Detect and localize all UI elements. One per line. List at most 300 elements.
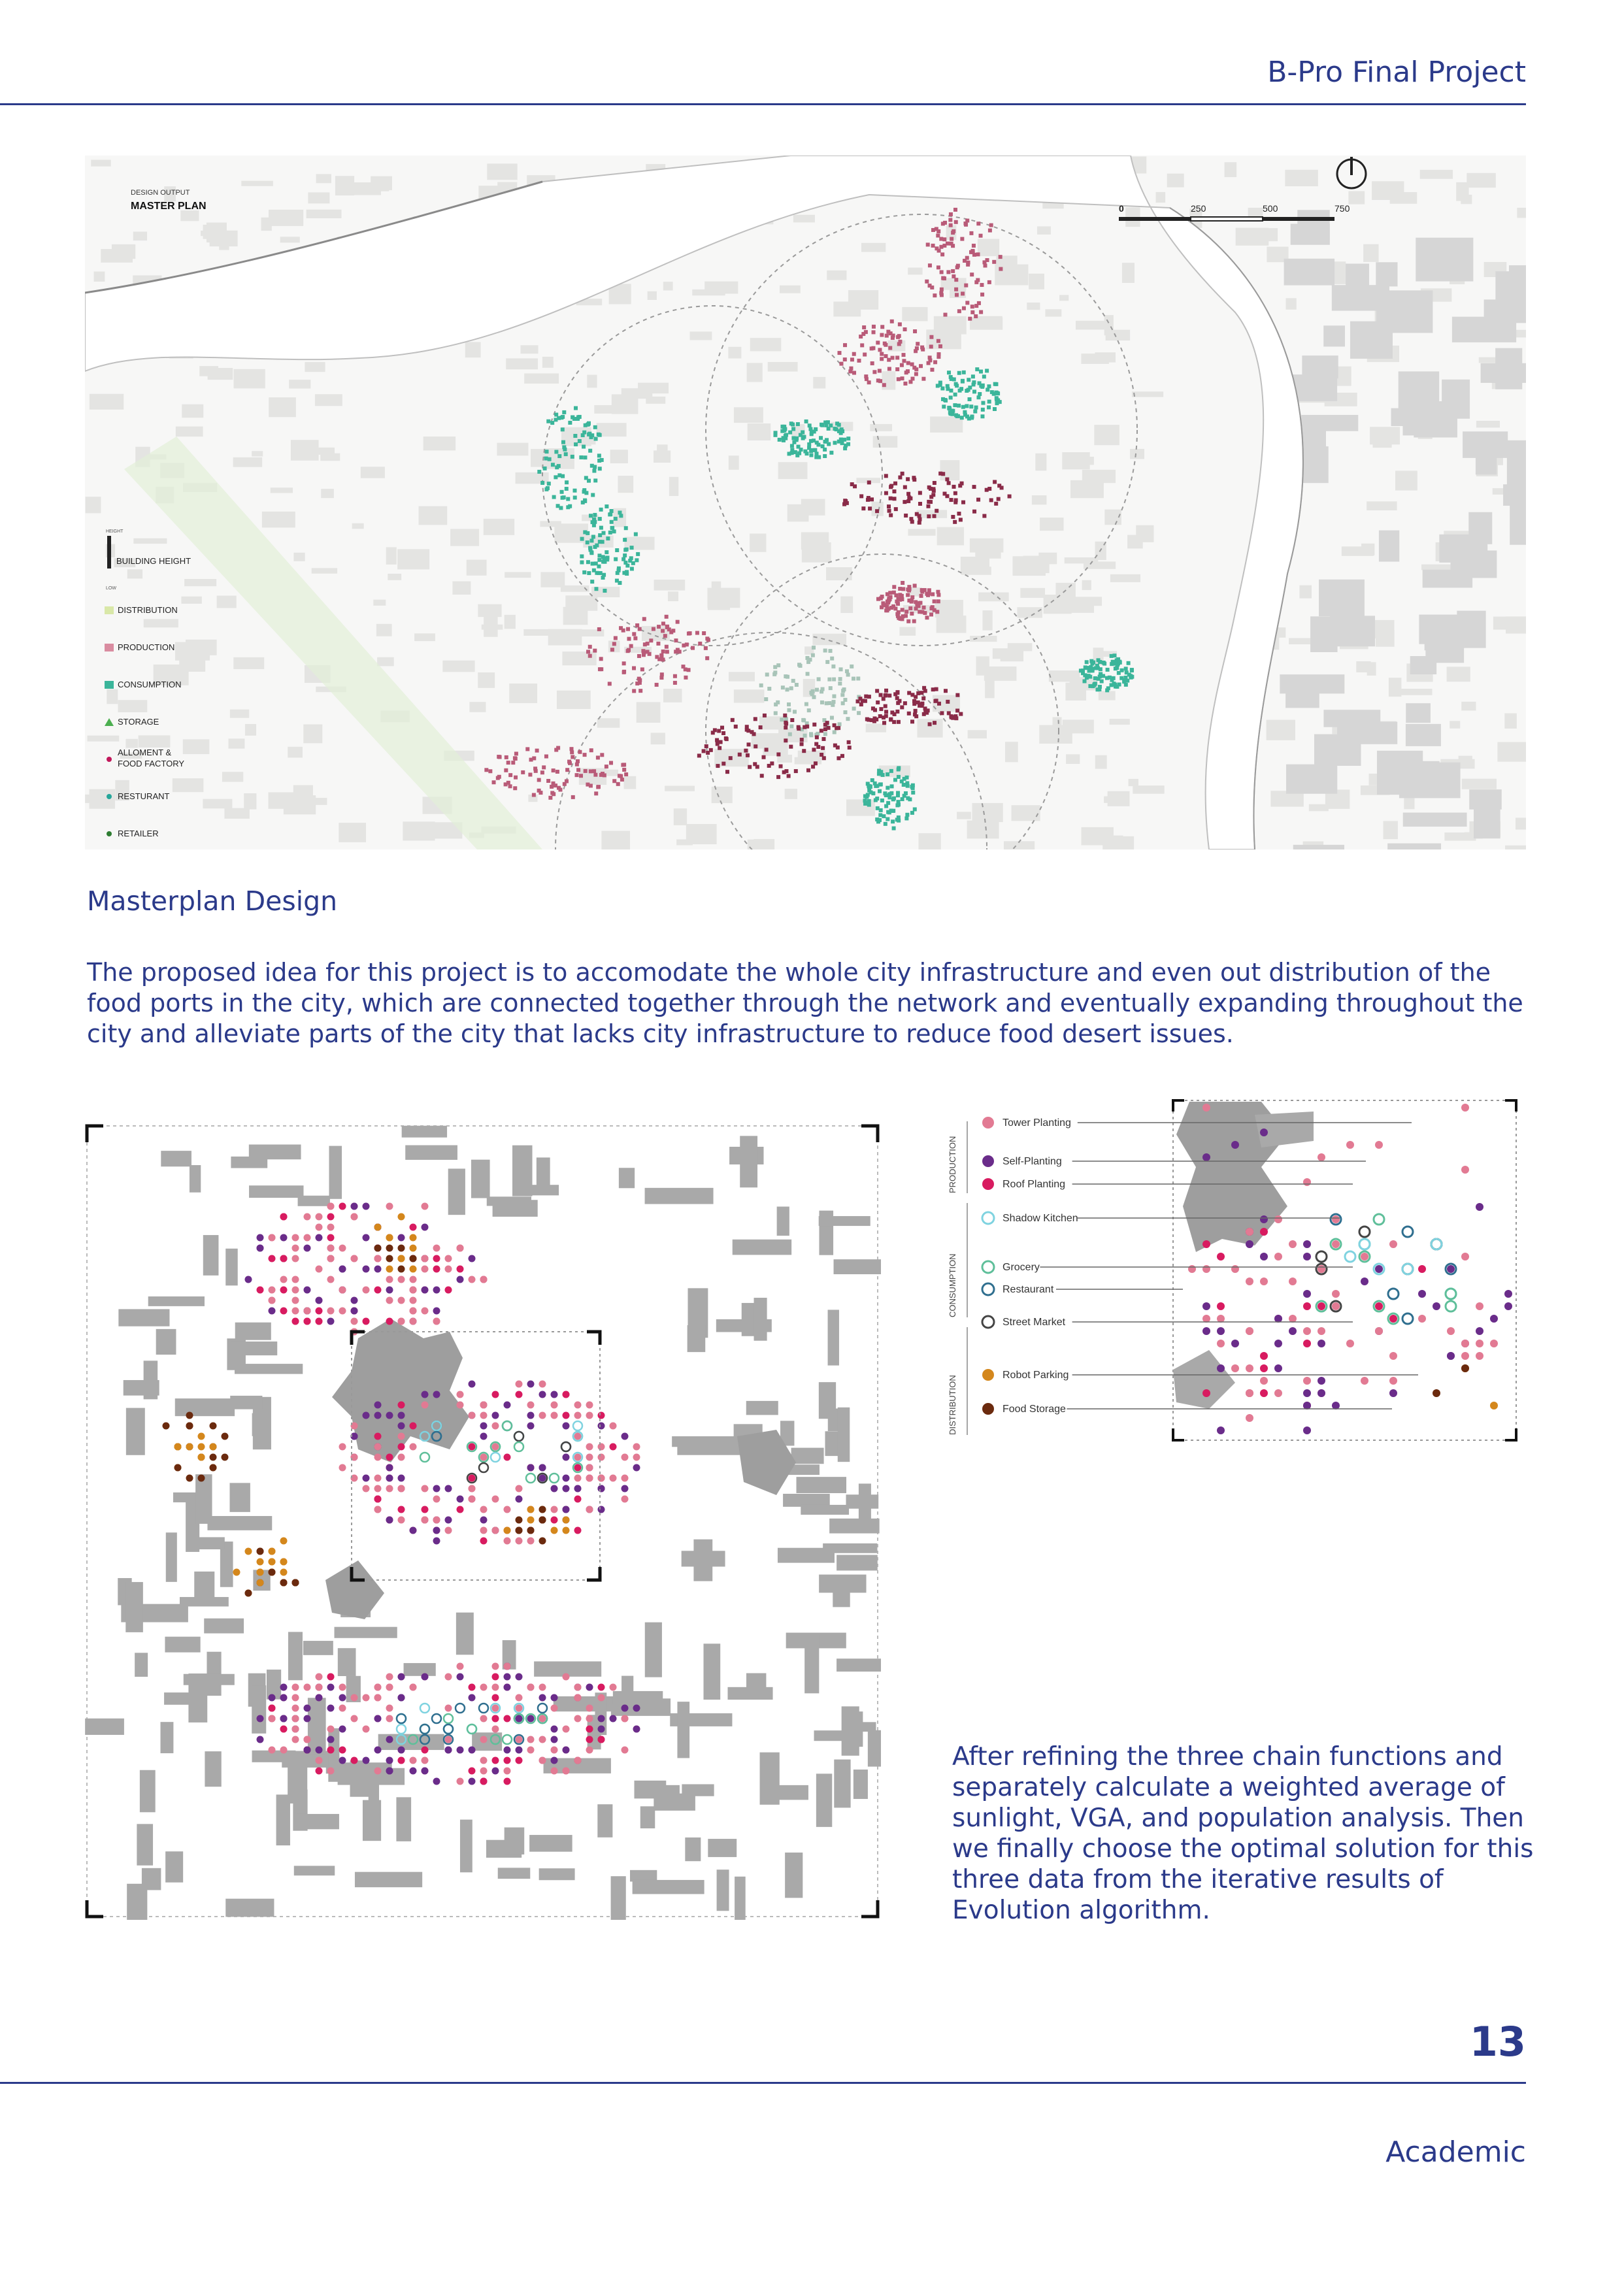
intervention-cell (637, 654, 641, 658)
intervention-cell (870, 497, 874, 501)
building-block (688, 1325, 706, 1352)
intervention-cell (893, 497, 897, 501)
intervention-cell (839, 362, 843, 366)
intervention-cell (976, 252, 980, 256)
intervention-cell (946, 270, 950, 274)
intervention-cell (963, 410, 967, 414)
map-building (1323, 325, 1345, 346)
intervention-cell (552, 495, 556, 499)
function-dot (316, 1224, 323, 1231)
function-dot (480, 1527, 488, 1534)
intervention-cell (889, 484, 893, 488)
intervention-cell (598, 540, 602, 544)
intervention-cell (786, 675, 789, 679)
map-building (1456, 182, 1468, 201)
function-dot (492, 1757, 499, 1764)
intervention-cell (910, 612, 914, 616)
intervention-cell (976, 395, 980, 399)
intervention-cell (961, 291, 965, 295)
function-dot (269, 1308, 276, 1315)
building-block (816, 1773, 832, 1826)
zoom-function-dot (1231, 1265, 1239, 1273)
intervention-cell (886, 772, 889, 776)
zoom-function-dot (1217, 1426, 1225, 1434)
function-dot (245, 1276, 252, 1283)
intervention-cell (579, 774, 583, 778)
intervention-cell (880, 352, 884, 356)
intervention-cell (808, 427, 812, 431)
intervention-cell (1130, 668, 1134, 672)
intervention-cell (962, 306, 966, 310)
intervention-cell (535, 749, 539, 753)
intervention-cell (987, 280, 991, 284)
map-building (222, 772, 243, 782)
intervention-cell (904, 514, 908, 518)
zoom-function-dot (1389, 1315, 1397, 1323)
zoom-function-dot (1490, 1340, 1498, 1347)
intervention-cell (810, 431, 814, 435)
intervention-cell (918, 491, 922, 495)
building-block (207, 1652, 221, 1696)
intervention-cell (511, 761, 515, 765)
intervention-cell (695, 631, 699, 635)
intervention-cell (888, 346, 892, 350)
map-building (289, 380, 310, 388)
intervention-cell (554, 418, 557, 421)
map-building (180, 210, 199, 221)
intervention-cell (815, 735, 819, 739)
intervention-cell (824, 423, 828, 427)
function-dot (351, 1297, 358, 1304)
map-building (376, 624, 392, 636)
intervention-cell (1079, 668, 1083, 672)
intervention-cell (628, 559, 632, 563)
intervention-cell (891, 336, 895, 340)
intervention-cell (521, 770, 525, 774)
function-dot (374, 1402, 382, 1409)
function-legend-item (982, 1261, 1040, 1273)
intervention-cell (998, 400, 1002, 404)
intervention-cell (505, 755, 508, 759)
map-building (812, 634, 846, 646)
intervention-cell (716, 764, 720, 768)
intervention-cell (802, 749, 806, 753)
intervention-cell (954, 278, 958, 282)
intervention-cell (878, 818, 882, 822)
intervention-cell (823, 454, 827, 458)
function-dot (386, 1768, 393, 1775)
map-building (228, 738, 244, 748)
intervention-cell (903, 486, 907, 489)
intervention-cell (994, 502, 998, 506)
building-block (235, 1364, 303, 1374)
intervention-cell (627, 637, 631, 641)
intervention-cell (626, 627, 630, 631)
intervention-cell (641, 649, 645, 653)
intervention-cell (620, 778, 624, 782)
intervention-cell (936, 593, 940, 597)
intervention-cell (508, 773, 512, 777)
intervention-cell (902, 783, 906, 787)
intervention-cell (596, 755, 600, 759)
function-dot (492, 1496, 499, 1503)
function-dot (327, 1308, 335, 1315)
intervention-cell (953, 520, 957, 524)
building-block (165, 1851, 183, 1882)
building-block (754, 1298, 767, 1341)
intervention-cell (599, 508, 603, 512)
function-dot (410, 1234, 417, 1242)
intervention-cell (893, 692, 897, 696)
map-building (1130, 449, 1144, 459)
intervention-cell (902, 353, 906, 357)
zoom-function-dot (1375, 1141, 1383, 1149)
function-dot (586, 1705, 593, 1712)
function-dot (504, 1506, 511, 1513)
function-dot (539, 1757, 546, 1764)
function-dot (422, 1768, 429, 1775)
building-block (363, 1800, 381, 1841)
intervention-cell (944, 689, 948, 693)
function-dot (339, 1308, 346, 1315)
function-dot (433, 1391, 440, 1398)
intervention-cell (594, 437, 598, 441)
intervention-cell (856, 676, 860, 680)
intervention-cell (790, 444, 794, 448)
function-dot (280, 1287, 288, 1294)
intervention-cell (795, 438, 799, 442)
function-dot (539, 1381, 546, 1388)
map-building (1419, 615, 1463, 644)
map-building (335, 176, 354, 195)
function-dot (316, 1266, 323, 1273)
intervention-cell (581, 501, 585, 504)
function-dot (422, 1224, 429, 1231)
map-building (712, 582, 721, 597)
map-building (203, 799, 232, 809)
intervention-cell (555, 770, 559, 774)
function-dot (363, 1485, 370, 1492)
intervention-cell (931, 487, 935, 491)
intervention-cell (972, 380, 976, 384)
intervention-cell (986, 258, 989, 262)
intervention-cell (913, 329, 917, 333)
intervention-cell (606, 536, 610, 540)
map-building (1504, 713, 1517, 728)
intervention-cell (821, 737, 825, 741)
function-dot (492, 1663, 499, 1670)
legend-item (105, 605, 178, 615)
map-building (1133, 785, 1164, 794)
intervention-cell (589, 514, 593, 518)
map-building (768, 362, 798, 372)
function-dot (174, 1464, 182, 1472)
function-dot (327, 1726, 335, 1733)
map-building (217, 596, 237, 608)
intervention-cell (906, 492, 910, 496)
function-dot (280, 1213, 288, 1221)
map-building (175, 642, 210, 661)
intervention-cell (537, 778, 541, 782)
map-building (974, 316, 1003, 329)
building-block (276, 1794, 290, 1845)
map-building (1337, 722, 1397, 744)
map-building (668, 591, 678, 601)
zoom-function-dot (1490, 1402, 1498, 1409)
intervention-cell (504, 768, 508, 772)
function-dot (445, 1255, 452, 1262)
map-building (505, 615, 516, 629)
function-dot (304, 1308, 311, 1315)
zoom-function-dot (1188, 1265, 1196, 1273)
function-ring (432, 1714, 441, 1723)
intervention-cell (514, 751, 518, 755)
zoom-function-dot (1476, 1327, 1483, 1335)
intervention-cell (829, 423, 833, 427)
function-dot (386, 1287, 393, 1294)
map-building (199, 366, 218, 376)
intervention-cell (800, 738, 804, 742)
intervention-cell (953, 208, 957, 212)
map-building (1459, 756, 1472, 765)
function-dot (539, 1736, 546, 1743)
zoom-function-dot (1289, 1315, 1297, 1323)
function-dot (339, 1684, 346, 1691)
function-dot (363, 1287, 370, 1294)
map-building (597, 718, 620, 727)
function-dot (327, 1234, 335, 1242)
intervention-cell (605, 765, 608, 768)
function-dot (280, 1747, 288, 1754)
intervention-cell (1095, 664, 1099, 668)
function-dot (386, 1475, 393, 1482)
map-building (1509, 265, 1526, 292)
function-dot (492, 1715, 499, 1722)
intervention-cell (789, 421, 793, 425)
intervention-cell (965, 301, 969, 305)
intervention-cell (661, 650, 665, 653)
scale-500: 500 (1263, 203, 1278, 214)
zoom-function-dot (1461, 1253, 1469, 1261)
intervention-cell (884, 710, 888, 714)
function-dot (598, 1412, 605, 1419)
intervention-cell (593, 425, 597, 429)
function-dot (327, 1705, 335, 1712)
intervention-cell (955, 708, 959, 712)
legend-label: STORAGE (118, 717, 159, 727)
building-block (142, 1868, 161, 1890)
building-block (303, 1641, 333, 1655)
intervention-cell (946, 700, 950, 704)
intervention-cell (638, 627, 642, 631)
function-dot (374, 1266, 382, 1273)
intervention-cell (832, 695, 836, 699)
function-dot (469, 1381, 476, 1388)
intervention-cell (997, 497, 1001, 501)
zoom-function-dot (1260, 1129, 1268, 1136)
intervention-cell (974, 314, 978, 318)
intervention-cell (591, 520, 595, 524)
intervention-cell (933, 514, 936, 518)
intervention-cell (659, 676, 663, 680)
function-dot (292, 1318, 299, 1325)
intervention-cell (1114, 667, 1118, 670)
intervention-cell (746, 753, 750, 757)
map-building (442, 661, 474, 672)
intervention-cell (884, 714, 888, 718)
intervention-cell (897, 377, 901, 381)
intervention-cell (884, 704, 887, 708)
intervention-cell (916, 691, 920, 695)
function-dot (422, 1266, 429, 1273)
map-building (548, 629, 582, 646)
function-dot (527, 1736, 535, 1743)
function-dot (563, 1527, 570, 1534)
intervention-cell (859, 335, 863, 338)
intervention-cell (999, 255, 1003, 259)
intervention-cell (508, 784, 512, 788)
function-dot (586, 1412, 593, 1419)
intervention-cell (568, 421, 572, 425)
function-dot (280, 1558, 288, 1566)
function-dot (445, 1705, 452, 1712)
function-dot (551, 1747, 558, 1754)
intervention-cell (823, 649, 827, 653)
function-dot (527, 1747, 535, 1754)
footer-rule (0, 2082, 1526, 2084)
intervention-cell (634, 533, 638, 536)
intervention-cell (878, 789, 882, 793)
intervention-cell (972, 244, 976, 248)
zoom-function-dot (1461, 1104, 1469, 1112)
legend-item (105, 680, 182, 689)
footer-label: Academic (1385, 2135, 1526, 2169)
function-dot (374, 1412, 382, 1419)
intervention-cell (780, 717, 784, 721)
function-dot (563, 1673, 570, 1681)
function-dot (257, 1548, 264, 1555)
zoom-function-dot (1231, 1364, 1239, 1372)
zoom-function-dot (1202, 1240, 1210, 1248)
intervention-cell (782, 429, 786, 433)
zoom-function-dot (1317, 1340, 1325, 1347)
intervention-cell (484, 768, 488, 772)
intervention-cell (593, 478, 597, 482)
map-building (848, 290, 878, 310)
function-dot (492, 1694, 499, 1702)
intervention-cell (963, 222, 967, 225)
intervention-cell (892, 489, 896, 493)
intervention-cell (889, 497, 893, 501)
intervention-cell (1098, 660, 1102, 664)
intervention-cell (591, 562, 595, 566)
map-building (1122, 263, 1135, 283)
function-dot (339, 1705, 346, 1712)
intervention-cell (867, 799, 871, 803)
intervention-cell (892, 797, 896, 800)
function-ring (444, 1724, 453, 1734)
function-dot (186, 1423, 193, 1430)
building-block (188, 1673, 207, 1722)
function-dot (610, 1475, 617, 1482)
function-dot (551, 1517, 558, 1524)
building-block (404, 1663, 436, 1676)
function-dot (469, 1694, 476, 1702)
map-building (637, 702, 661, 723)
intervention-cell (638, 681, 642, 685)
intervention-cell (635, 558, 638, 562)
intervention-cell (1083, 673, 1087, 677)
function-dot (233, 1569, 240, 1576)
function-dot (269, 1694, 276, 1702)
legend-label: RESTURANT (118, 791, 170, 801)
intervention-cell (887, 795, 891, 799)
intervention-cell (626, 649, 630, 653)
intervention-cell (936, 229, 940, 233)
map-building (648, 291, 657, 300)
intervention-cell (927, 486, 931, 489)
intervention-cell (895, 696, 899, 700)
zoom-function-dot (1202, 1104, 1210, 1112)
intervention-cell (943, 398, 947, 402)
intervention-cell (808, 423, 812, 427)
intervention-cell (673, 681, 677, 685)
intervention-cell (891, 356, 895, 360)
map-building (125, 739, 137, 748)
building-block (645, 1623, 662, 1677)
intervention-cell (797, 727, 801, 731)
map-building (676, 839, 693, 845)
intervention-cell (906, 784, 910, 788)
legend-label: PRODUCTION (118, 642, 175, 652)
map-building (467, 560, 487, 576)
function-dot (304, 1213, 311, 1221)
building-block (204, 1619, 244, 1634)
intervention-cell (747, 742, 751, 746)
intervention-cell (880, 325, 884, 329)
intervention-cell (843, 710, 847, 714)
legend-ring-icon (982, 1316, 994, 1328)
function-dot (480, 1433, 488, 1440)
intervention-cell (593, 513, 597, 517)
function-dot (433, 1496, 440, 1503)
function-dot (457, 1245, 464, 1252)
intervention-cell (985, 369, 989, 372)
map-building (224, 808, 249, 819)
intervention-cell (552, 768, 555, 772)
map-building (967, 821, 999, 839)
intervention-cell (809, 453, 813, 457)
function-legend-item (982, 1155, 1062, 1167)
function-dot (386, 1276, 393, 1283)
function-dot (386, 1715, 393, 1722)
intervention-cell (750, 730, 754, 734)
map-building (1447, 667, 1470, 682)
intervention-cell (886, 817, 889, 821)
function-dot (398, 1433, 405, 1440)
function-dot (257, 1245, 264, 1252)
intervention-cell (872, 370, 876, 374)
intervention-cell (822, 756, 826, 760)
intervention-cell (942, 404, 946, 408)
intervention-cell (915, 512, 919, 516)
building-block (717, 1870, 729, 1911)
map-building (509, 684, 537, 703)
intervention-cell (933, 360, 937, 364)
intervention-cell (880, 333, 884, 337)
map-building (452, 582, 471, 595)
function-ring (514, 1442, 523, 1451)
